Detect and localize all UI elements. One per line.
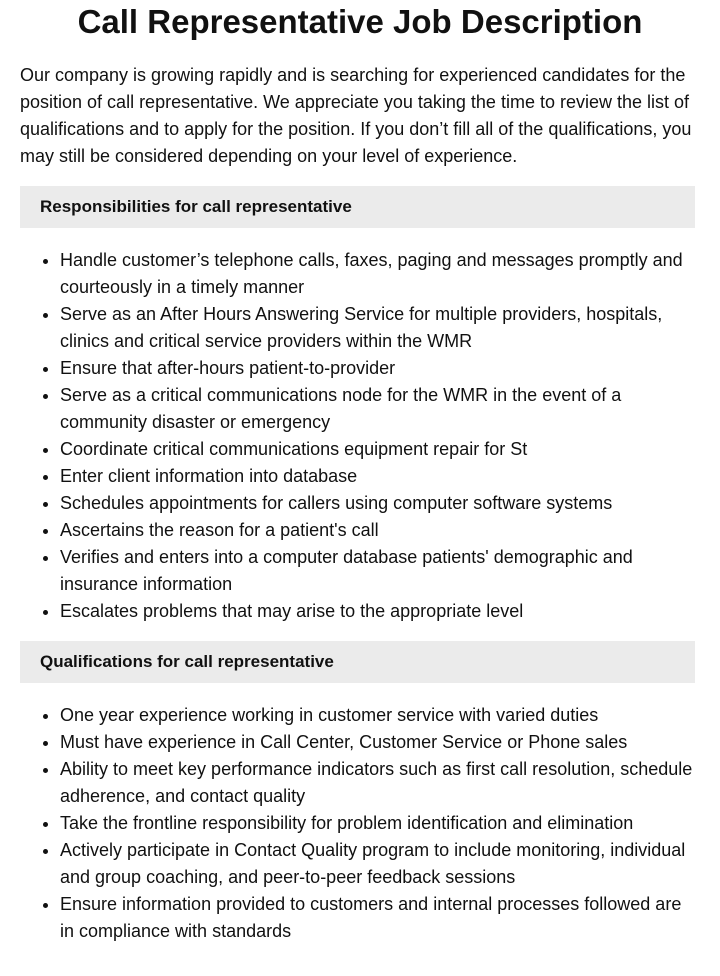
list-item: • Must have experience in Call Center, Customer Service or Phone sales	[60, 729, 700, 756]
list-item: • Ability to meet key performance indicators such as first call resolution, schedule adherence, and contact quality	[60, 756, 700, 810]
list-item: • Ascertains the reason for a patient's call	[60, 517, 700, 544]
list-item: • Take the frontline responsibility for problem identification and elimination	[60, 810, 700, 837]
list-item: • Enter client information into database	[60, 463, 700, 490]
list-item: • Serve as a critical communications node for the WMR in the event of a community disaster or emergency	[60, 382, 700, 436]
intro-paragraph: Our company is growing rapidly and is searching for experienced candidates for the position of call representative. We appreciate you taking the time to review the list of qualifications and to apply for the position. If you don’t fill all of the qualifications, you may still be considered depending on your level of experience.	[20, 65, 692, 166]
list-item: • Schedules appointments for callers using computer software systems	[60, 490, 700, 517]
list-item: • Actively participate in Contact Quality program to include monitoring, individual and group coaching, and peer-to-peer feedback sessions	[60, 837, 700, 891]
list-item: • Ensure information provided to customers and internal processes followed are in compliance with standards	[60, 891, 700, 945]
qualifications-heading: Qualifications for call representative	[20, 641, 695, 683]
list-item: • Coordinate critical communications equipment repair for St	[60, 436, 700, 463]
list-item: • One year experience working in customer service with varied duties	[60, 702, 700, 729]
list-item: • Verifies and enters into a computer database patients' demographic and insurance information	[60, 544, 700, 598]
list-item: • Handle customer’s telephone calls, faxes, paging and messages promptly and courteously in a timely manner	[60, 247, 700, 301]
page-title: Call Representative Job Description	[77, 3, 643, 40]
responsibilities-heading: Responsibilities for call representative	[20, 186, 695, 228]
list-item: • Escalates problems that may arise to the appropriate level	[60, 598, 700, 625]
list-item: • Serve as an After Hours Answering Service for multiple providers, hospitals, clinics and critical service providers within the WMR	[60, 301, 700, 355]
list-item: • Ensure that after-hours patient-to-provider	[60, 355, 700, 382]
responsibilities-list	[20, 247, 700, 625]
qualifications-list	[20, 702, 700, 945]
